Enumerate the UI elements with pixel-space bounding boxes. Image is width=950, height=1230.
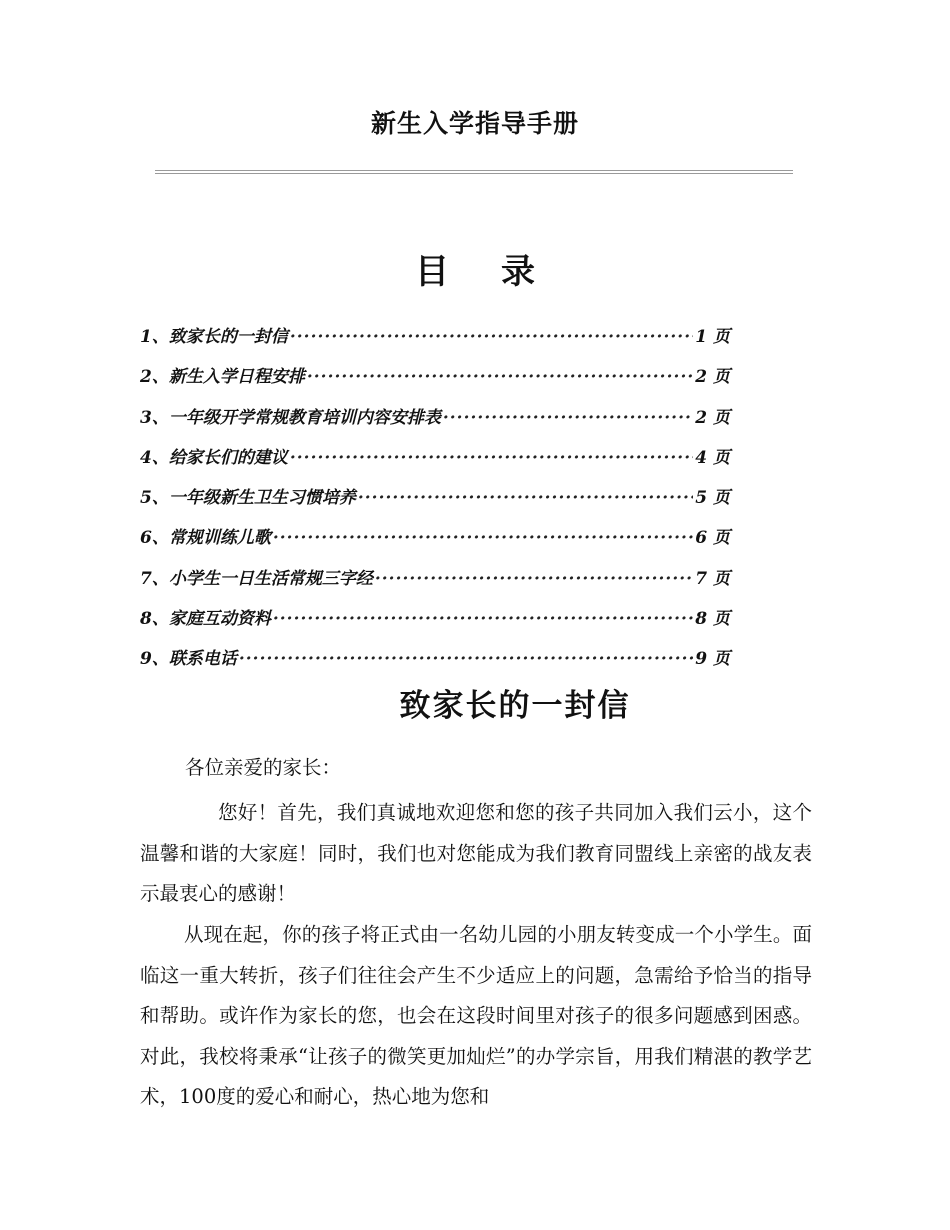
toc-item-title: 一年级新生卫生习惯培养 [168,488,356,509]
toc-leader-dots [273,528,693,548]
toc-item-page: 5 页 [695,488,730,509]
toc-leader-dots [307,367,693,387]
letter-greeting: 各位亲爱的家长： [185,756,342,779]
toc-item-title: 家庭互动资料 [168,609,271,630]
toc-item[interactable] [140,362,730,402]
toc-leader-dots [273,609,693,629]
toc-item-title: 致家长的一封信 [168,327,288,347]
letter-paragraph-2: 从现在起，你的孩子将正式由一名幼儿园的小朋友转变成一个小学生。面临这一重大转折，孩子们往往会产生不少适应上的问题，急需给予恰当的指导和帮助。或许作为家长的您，也会在这段时间里对孩子的很多问题感到困惑。对此，我校将秉承“让孩子的微笑更加灿烂”的办学宗旨，用我们精湛的教学艺术，100度的爱心和耐心，热心地为您和 [140,923,812,1108]
letter-title: 致家长的一封信 [399,688,631,724]
toc-item[interactable] [140,483,730,523]
header-divider [155,170,793,174]
toc-item-number: 4、 [140,447,169,468]
toc-item-number: 3、 [140,407,169,428]
toc-leader-dots [358,488,693,508]
toc-item-number: 1、 [140,327,169,347]
toc-item-title: 给家长们的建议 [168,447,288,468]
toc-leader-dots [443,408,693,428]
toc-item-page: 4 页 [695,447,730,468]
toc-item[interactable] [140,403,730,443]
toc-item[interactable] [140,644,730,684]
toc-item[interactable] [140,564,730,604]
page-header-title: 新生入学指导手册 [370,109,579,138]
toc-leader-dots [375,569,693,589]
toc-item-page: 1 页 [695,327,730,347]
toc-item-title: 常规训练儿歌 [168,528,271,549]
letter-paragraph-1: 您好！首先，我们真诚地欢迎您和您的孩子共同加入我们云小，这个温馨和谐的大家庭！同时，我们也对您能成为我们教育同盟线上亲密的战友表示最衷心的感谢！ [140,801,812,905]
toc-item[interactable] [140,523,730,563]
toc-leader-dots [290,448,693,468]
toc-title-left: 目 [415,252,449,292]
toc-item-title: 新生入学日程安排 [168,367,305,388]
toc-item-page: 9 页 [695,649,730,670]
toc-item-page: 8 页 [695,609,730,630]
toc-leader-dots [239,649,693,669]
toc-item-number: 7、 [140,568,169,589]
toc-item-page: 2 页 [695,407,730,428]
toc-item[interactable] [140,322,730,362]
toc-item-page: 2 页 [695,367,730,388]
toc-title [0,244,950,293]
toc-item-title: 联系电话 [168,649,237,670]
table-of-contents [140,322,730,685]
toc-item-number: 8、 [140,609,169,630]
toc-item-page: 7 页 [695,568,730,589]
toc-item-number: 2、 [140,367,169,388]
toc-title-right: 录 [501,252,535,292]
toc-item-title: 一年级开学常规教育培训内容安排表 [168,407,441,428]
toc-item[interactable] [140,443,730,483]
toc-item-title: 小学生一日生活常规三字经 [168,568,373,589]
toc-item-number: 6、 [140,528,169,549]
toc-leader-dots [290,327,693,347]
toc-item-number: 5、 [140,488,169,509]
toc-item-number: 9、 [140,649,169,670]
toc-item[interactable] [140,604,730,644]
toc-item-page: 6 页 [695,528,730,549]
